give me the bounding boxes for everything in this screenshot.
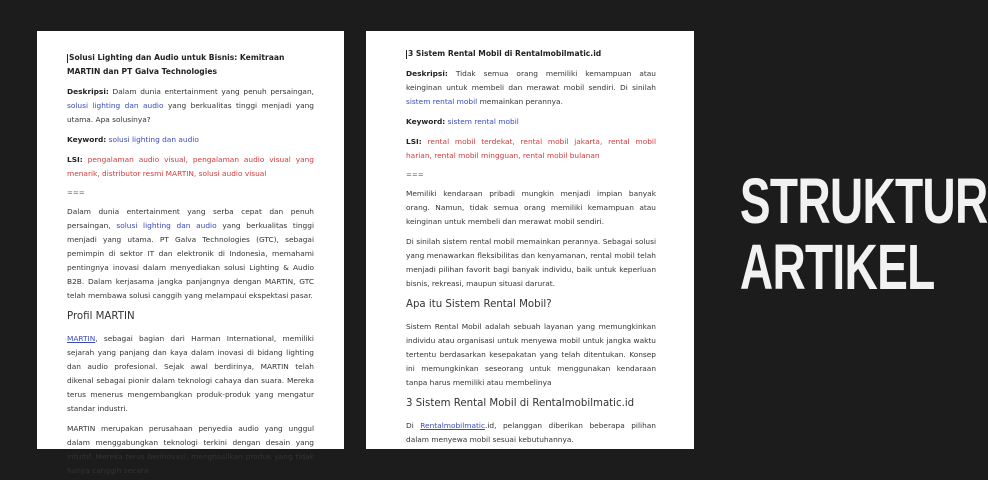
paragraph-link[interactable]: solusi lighting dan audio — [116, 221, 217, 230]
right-doc-paragraph: Memiliki kendaraan pribadi mungkin menjadi impian banyak orang. Namun, tidak semua orang memiliki kemampuan atau keinginan untuk membeli dan merawat mobil sendiri. — [406, 189, 656, 226]
right-doc-paragraph: Di sinilah sistem rental mobil memainkan perannya. Sebagai solusi yang menawarkan fleksibilitas dan kenyamanan, rental mobil telah menjadi pilihan favorit bagi banyak individu, baik untuk keperluan bisnis, rekreasi, maupun situasi darurat. — [406, 237, 656, 288]
headline-line-1: STRUKTUR — [739, 165, 988, 237]
description-link[interactable]: solusi lighting dan audio — [67, 101, 164, 110]
right-document-page — [366, 31, 694, 449]
lsi-label: LSI: — [406, 137, 422, 146]
left-doc-paragraph: Dalam dunia entertainment yang serba cepat dan penuh persaingan, solusi lighting dan audio yang berkualitas tinggi menjadi yang utama. PT Galva Technologies (GTC), sebagai pemimpin di sektor IT dan elektronik di Indonesia, memahami pentingnya inovasi dalam menyediakan solusi Lighting & Audio B2B. Dalam kerjasama jangka panjangnya dengan MARTIN, GTC telah membawa solusi canggih yang melampaui ekspektasi pasar. — [67, 207, 314, 300]
left-doc-title: Solusi Lighting dan Audio untuk Bisnis: Kemitraan MARTIN dan PT Galva Technologies — [67, 53, 285, 76]
left-doc-paragraph: MARTIN, sebagai bagian dari Harman International, memiliki sejarah yang panjang dan kaya dalam inovasi di bidang lighting dan audio profesional. Sejak awal berdirinya, MARTIN telah dikenal sebagai pionir dalam teknologi cahaya dan suara. Mereka terus menerus mengembangkan produk-produk yang mengatur standar industri. — [67, 334, 314, 413]
text-cursor — [406, 50, 407, 59]
right-doc-paragraph: Di Rentalmobilmatic.id, pelanggan diberikan beberapa pilihan dalam menyewa mobil sesuai kebutuhannya. — [406, 421, 656, 444]
headline — [706, 165, 988, 303]
keyword-label: Keyword: — [406, 117, 446, 126]
left-doc-lsi — [67, 153, 314, 181]
left-doc-heading: Profil MARTIN — [67, 311, 135, 322]
keyword-value: solusi lighting dan audio — [108, 135, 199, 144]
text-cursor — [67, 54, 68, 63]
rentalmobilmatic-link[interactable]: Rentalmobilmatic — [420, 421, 486, 430]
left-document-page — [37, 31, 344, 475]
description-label: Deskripsi: — [406, 69, 448, 78]
right-doc-lsi — [406, 135, 656, 163]
martin-link[interactable]: MARTIN — [67, 334, 96, 343]
separator: === — [67, 189, 85, 197]
left-doc-paragraph: MARTIN merupakan perusahaan penyedia audio yang unggul dalam menggabungkan teknologi terkini dengan desain yang intuitif. Mereka terus berinovasi, menghasilkan produk yang tidak hanya canggih secara — [67, 424, 314, 475]
right-doc-heading: Apa itu Sistem Rental Mobil? — [406, 299, 552, 310]
keyword-label: Keyword: — [67, 135, 107, 144]
lsi-label: LSI: — [67, 155, 83, 164]
description-label: Deskripsi: — [67, 87, 109, 96]
right-doc-paragraph: Sistem Rental Mobil adalah sebuah layanan yang memungkinkan individu atau organisasi untuk menyewa mobil untuk jangka waktu tertentu berdasarkan kesepakatan yang telah ditentukan. Konsep ini memungkinkan seseorang untuk menggunakan kendaraan tanpa harus memiliki atau membelinya — [406, 322, 656, 387]
right-doc-title: 3 Sistem Rental Mobil di Rentalmobilmatic.id — [408, 49, 602, 58]
keyword-value: sistem rental mobil — [447, 117, 519, 126]
right-doc-description: Deskripsi: Tidak semua orang memiliki kemampuan atau keinginan untuk membeli dan merawat mobil sendiri. Di sinilah sistem rental mobil memainkan perannya. — [406, 69, 656, 106]
headline-line-2: ARTIKEL — [739, 231, 935, 303]
left-doc-keyword — [67, 133, 314, 147]
lsi-value: rental mobil terdekat, rental mobil jakarta, rental mobil harian, rental mobil mingguan, rental mobil bulanan — [406, 137, 656, 160]
description-link[interactable]: sistem rental mobil — [406, 97, 478, 106]
right-doc-keyword — [406, 115, 656, 129]
separator: === — [406, 171, 424, 179]
right-doc-heading: 3 Sistem Rental Mobil di Rentalmobilmatic.id — [406, 398, 635, 409]
lsi-value: pengalaman audio visual, pengalaman audio visual yang menarik, distributor resmi MARTIN, solusi audio visual — [67, 155, 314, 178]
left-doc-description: Deskripsi: Dalam dunia entertainment yang penuh persaingan, solusi lighting dan audio yang berkualitas tinggi menjadi yang utama. Apa solusinya? — [67, 87, 314, 124]
